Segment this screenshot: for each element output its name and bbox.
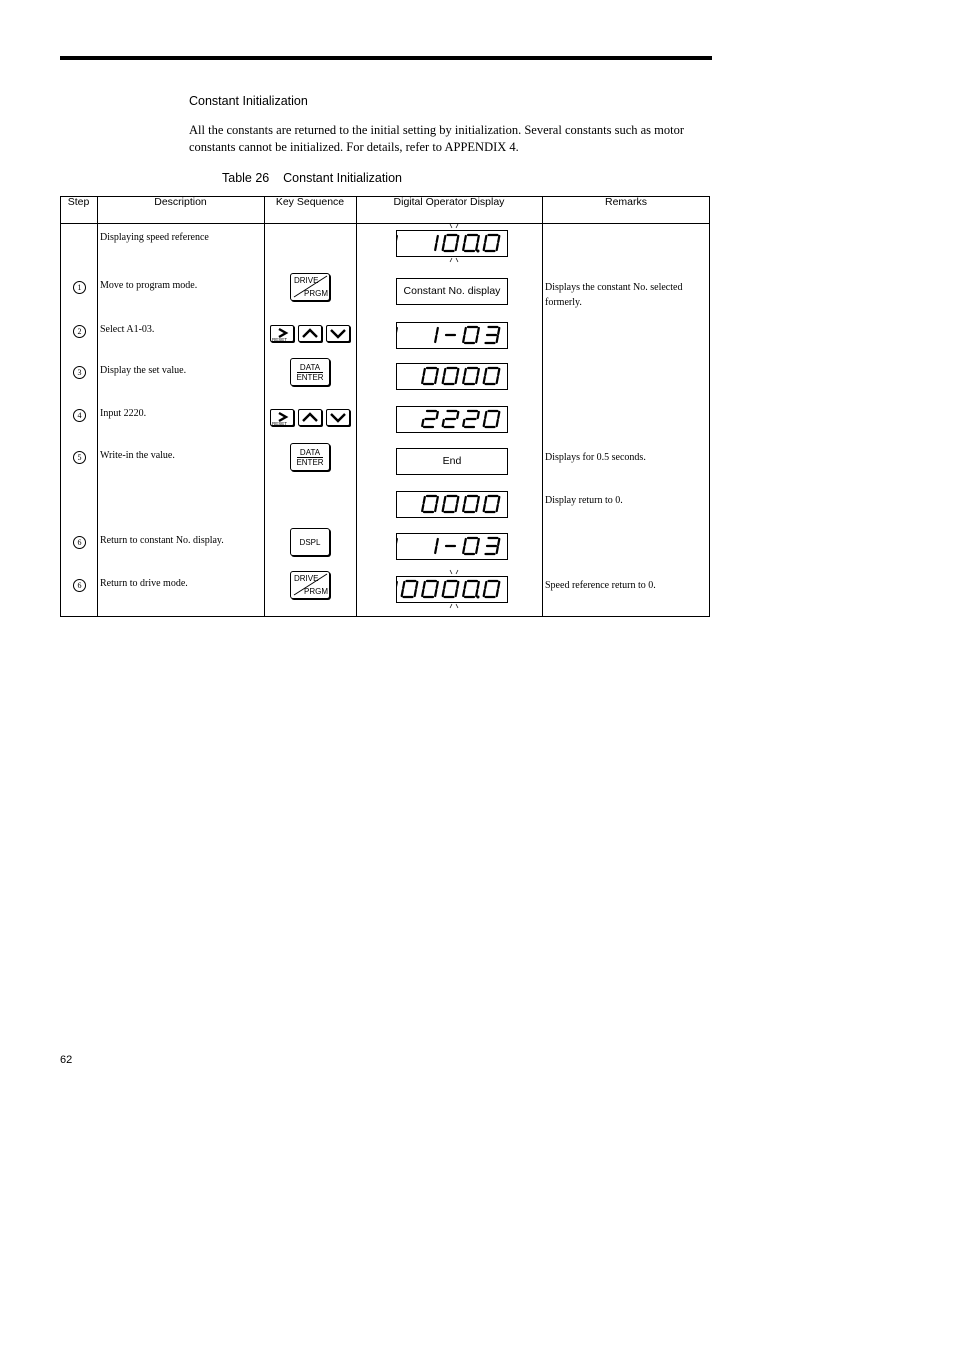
step-description: Display the set value. xyxy=(100,365,187,376)
key-top-label: DRIVE xyxy=(294,276,319,285)
up-arrow-key[interactable] xyxy=(298,325,322,342)
top-rule xyxy=(60,56,712,60)
data-enter-key[interactable] xyxy=(290,358,330,386)
table-row xyxy=(60,446,710,486)
step-description: Input 2220. xyxy=(100,408,147,419)
down-arrow-icon xyxy=(327,410,349,425)
seven-segment-readout xyxy=(397,534,507,559)
step-number: 6 xyxy=(73,536,86,549)
key-bottom-label: PRGM xyxy=(304,587,328,596)
operator-display xyxy=(396,533,508,560)
drive-prgm-key[interactable] xyxy=(290,273,330,301)
header-key-sequence: Key Sequence xyxy=(275,196,345,208)
seven-segment-readout xyxy=(397,364,507,389)
seven-segment-readout xyxy=(397,407,507,432)
table-row xyxy=(60,574,710,614)
header-description: Description xyxy=(154,196,207,208)
operator-display xyxy=(396,491,508,518)
dspl-key[interactable] xyxy=(290,528,330,556)
header-remarks: Remarks xyxy=(604,196,647,208)
section-title: Constant Initialization xyxy=(189,94,308,108)
key-top-label: DRIVE xyxy=(294,574,319,583)
table-row xyxy=(60,361,710,401)
down-arrow-key[interactable] xyxy=(326,325,350,342)
operator-display xyxy=(396,576,508,603)
step-number: 5 xyxy=(73,451,86,464)
step-description: Move to program mode. xyxy=(100,280,198,291)
step-description: Write-in the value. xyxy=(100,450,175,461)
operator-display xyxy=(396,363,508,390)
blink-indicator-icon xyxy=(444,569,464,609)
table-row xyxy=(60,228,710,268)
step-remark: Speed reference return to 0. xyxy=(545,580,656,591)
up-arrow-icon xyxy=(299,410,321,425)
operator-display xyxy=(396,278,508,305)
step-number: 1 xyxy=(73,281,86,294)
seven-segment-readout xyxy=(397,492,507,517)
display-label: End xyxy=(442,455,462,467)
up-arrow-icon xyxy=(299,326,321,341)
key-bottom-label: PRGM xyxy=(304,289,328,298)
step-number: 4 xyxy=(73,409,86,422)
header-display: Digital Operator Display xyxy=(393,196,505,208)
key-bottom-label: ENTER xyxy=(296,458,324,467)
up-arrow-key[interactable] xyxy=(298,409,322,426)
table-row xyxy=(60,276,710,316)
step-number: 2 xyxy=(73,325,86,338)
key-label: DSPL xyxy=(299,538,321,547)
operator-display xyxy=(396,322,508,349)
drive-prgm-key[interactable] xyxy=(290,571,330,599)
header-step: Step xyxy=(67,196,90,208)
data-enter-key[interactable] xyxy=(290,443,330,471)
table-row xyxy=(60,531,710,571)
table-row xyxy=(60,489,710,529)
operator-display xyxy=(396,230,508,257)
step-number: 3 xyxy=(73,366,86,379)
operator-display xyxy=(396,448,508,475)
table-caption: Table 26 Constant Initialization xyxy=(222,171,402,185)
down-arrow-icon xyxy=(327,326,349,341)
intro-paragraph: All the constants are returned to the initial setting by initialization. Several constants such as motor constants cannot be initialized. For details, refer to APPENDIX 4. xyxy=(189,123,685,154)
table-row xyxy=(60,320,710,360)
blink-indicator-icon xyxy=(444,223,464,263)
step-description: Return to drive mode. xyxy=(100,578,188,589)
key-sub-label: RESET xyxy=(272,421,288,426)
key-bottom-label: ENTER xyxy=(296,373,324,382)
right-arrow-key[interactable] xyxy=(270,409,294,426)
step-remark: Displays for 0.5 seconds. xyxy=(545,452,646,463)
display-label: Constant No. display xyxy=(403,285,501,297)
step-description: Displaying speed reference xyxy=(100,232,209,243)
seven-segment-readout xyxy=(397,323,507,348)
right-arrow-key[interactable] xyxy=(270,325,294,342)
page-number: 62 xyxy=(60,1054,73,1066)
table-row xyxy=(60,404,710,444)
step-number: 6 xyxy=(73,579,86,592)
down-arrow-key[interactable] xyxy=(326,409,350,426)
key-top-label: DATA xyxy=(299,448,321,457)
step-remark: Displays the constant No. selected formerly. xyxy=(545,282,683,308)
key-sub-label: RESET xyxy=(272,337,288,342)
step-remark: Display return to 0. xyxy=(545,495,623,506)
step-description: Select A1-03. xyxy=(100,324,155,335)
step-description: Return to constant No. display. xyxy=(100,535,224,546)
constant-initialization-table xyxy=(60,196,710,617)
operator-display xyxy=(396,406,508,433)
key-top-label: DATA xyxy=(299,363,321,372)
